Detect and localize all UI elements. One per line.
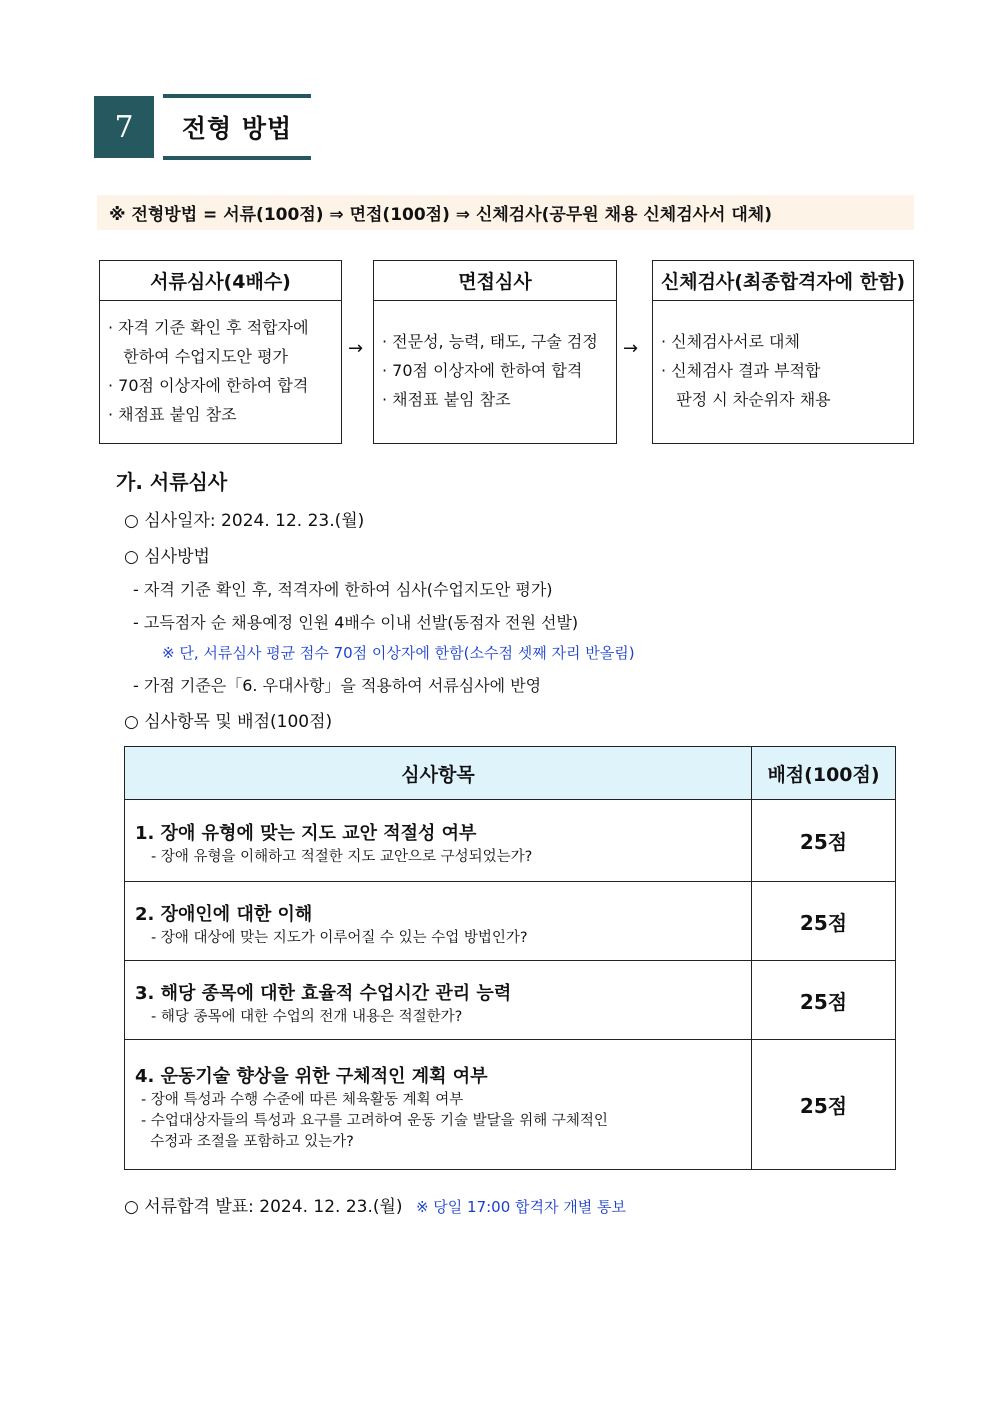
- criterion-detail: - 장애 대상에 맞는 지도가 이루어질 수 있는 수업 방법인가?: [151, 929, 528, 946]
- criterion-score: 25점: [752, 800, 896, 882]
- flow-line: · 채점표 붙임 참조: [108, 405, 237, 424]
- flow-line: · 전문성, 능력, 태도, 구술 검정: [382, 332, 598, 351]
- method-item: - 자격 기준 확인 후, 적격자에 한하여 심사(수업지도안 평가): [133, 580, 553, 599]
- table-row: [125, 1040, 896, 1170]
- criterion-title: 4. 운동기술 향상을 위한 구체적인 계획 여부: [135, 1066, 488, 1087]
- criterion-title: 1. 장애 유형에 맞는 지도 교안 적절성 여부: [135, 823, 477, 844]
- table-row: [125, 882, 896, 961]
- criterion-score: 25점: [752, 961, 896, 1040]
- flow-arrow: →: [348, 338, 364, 359]
- flow-line: · 신체검사 결과 부적합: [661, 361, 821, 380]
- flow-line: · 자격 기준 확인 후 적합자에: [108, 318, 309, 337]
- criterion-detail: 수정과 조절을 포함하고 있는가?: [141, 1134, 354, 1150]
- criteria-label: ○ 심사항목 및 배점(100점): [124, 712, 333, 732]
- flow-box-interview: [373, 260, 617, 444]
- flow-line: · 70점 이상자에 한하여 합격: [382, 361, 583, 380]
- flow-line: · 70점 이상자에 한하여 합격: [108, 376, 309, 395]
- scoring-table: [124, 746, 896, 1170]
- criterion-score: 25점: [752, 882, 896, 961]
- flow-arrow: →: [623, 338, 639, 359]
- document-review-heading: 가. 서류심사: [116, 470, 228, 494]
- section-title: 전형 방법: [181, 114, 293, 143]
- announcement: [124, 1192, 626, 1217]
- criterion-score: 25점: [752, 1040, 896, 1170]
- table-header-score: 배점(100점): [752, 747, 896, 800]
- announcement-note: ※ 당일 17:00 합격자 개별 통보: [415, 1198, 627, 1216]
- criterion-title: 3. 해당 종목에 대한 효율적 수업시간 관리 능력: [135, 982, 512, 1004]
- table-row: [125, 800, 896, 882]
- announcement-text: ○ 서류합격 발표: 2024. 12. 23.(월): [124, 1197, 403, 1217]
- method-note: ※ 단, 서류심사 평균 점수 70점 이상자에 한함(소수점 셋째 자리 반올림): [162, 644, 635, 662]
- flow-title: 면접심사: [374, 261, 616, 301]
- criterion-detail: - 장애 특성과 수행 수준에 따른 체육활동 계획 여부: [141, 1092, 464, 1108]
- criterion-title: 2. 장애인에 대한 이해: [135, 903, 313, 925]
- method-item: - 고득점자 순 채용예정 인원 4배수 이내 선발(동점자 전원 선발): [133, 613, 579, 632]
- flow-line: · 신체검사서로 대체: [661, 332, 800, 351]
- criterion-detail: - 수업대상자들의 특성과 요구를 고려하여 운동 기술 발달을 위해 구체적인: [141, 1113, 608, 1129]
- selection-method-note: ※ 전형방법 = 서류(100점) ⇒ 면접(100점) ⇒ 신체검사(공무원 채용 신체검사서 대체): [97, 195, 914, 230]
- flow-title: 서류심사(4배수): [100, 261, 341, 301]
- table-row: [125, 961, 896, 1040]
- criterion-detail: - 해당 종목에 대한 수업의 전개 내용은 적절한가?: [151, 1008, 463, 1025]
- flow-title: 신체검사(최종합격자에 한함): [653, 261, 913, 301]
- table-header-item: 심사항목: [125, 747, 752, 800]
- section-number: 7: [94, 96, 154, 158]
- section-title-frame: [163, 94, 311, 160]
- flow-line: 한하여 수업지도안 평가: [108, 347, 288, 366]
- review-method-label: ○ 심사방법: [124, 547, 210, 567]
- flow-box-document: [99, 260, 342, 444]
- flow-box-physical: [652, 260, 914, 444]
- flow-line: · 채점표 붙임 참조: [382, 390, 511, 409]
- review-date: ○ 심사일자: 2024. 12. 23.(월): [124, 511, 365, 531]
- flow-line: 판정 시 차순위자 채용: [661, 390, 831, 409]
- bonus-item: - 가점 기준은「6. 우대사항」을 적용하여 서류심사에 반영: [133, 676, 542, 695]
- criterion-detail: - 장애 유형을 이해하고 적절한 지도 교안으로 구성되었는가?: [151, 849, 533, 865]
